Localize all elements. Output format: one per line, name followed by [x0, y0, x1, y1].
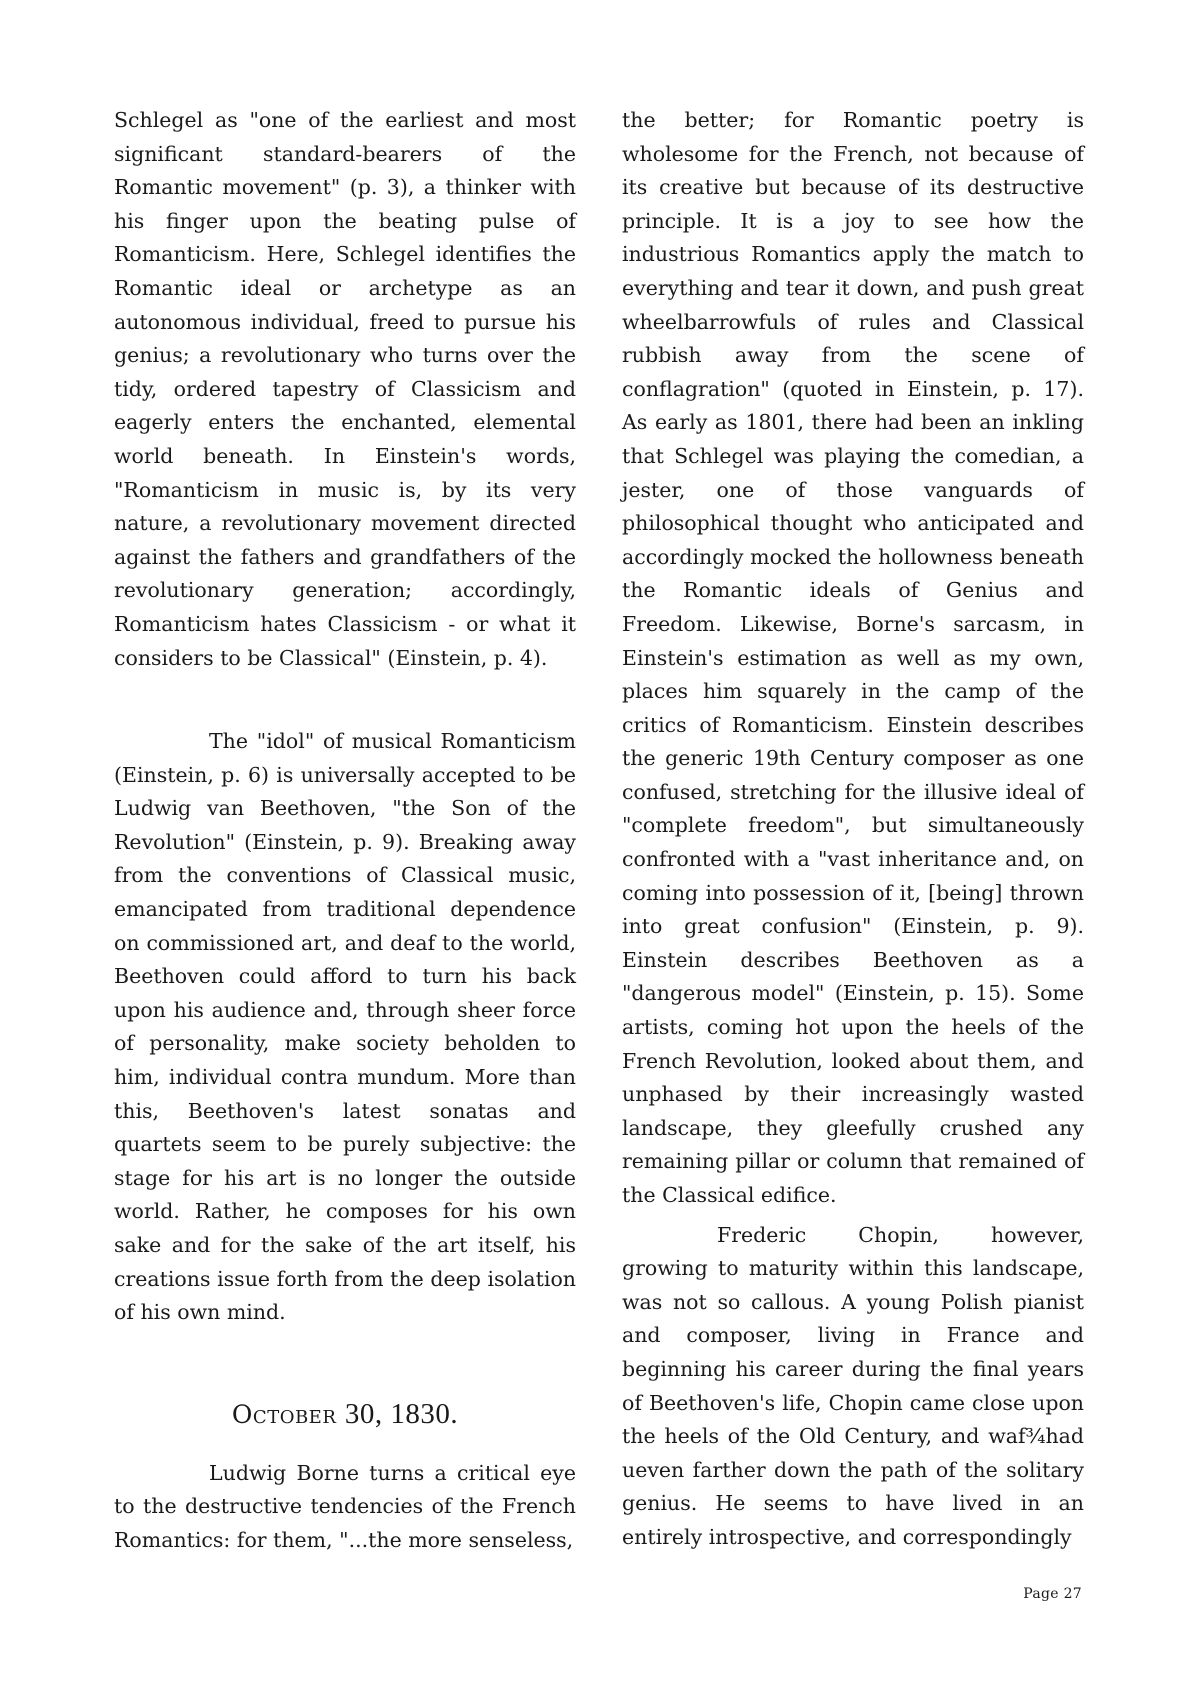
- paragraph-gap: [114, 675, 576, 725]
- heading-date: 30, 1830.: [344, 1397, 459, 1430]
- left-column: [114, 104, 576, 1558]
- paragraph-romantic-poetry: the better; for Romantic poetry is wholesome for the French, not because of its creative but because of its destructive principle. It is a joy to see how the industrious Romantics apply the match to everything and tear it down, and push great wheelbarrowfuls of rules and Classical rubbish away from the scene of conflagration" (quoted in Einstein, p. 17). As early as 1801, there had been an inkling that Schlegel was playing the comedian, a jester, one of those vanguards of philosophical thought who anticipated and accordingly mocked the hollowness beneath the Romantic ideals of Genius and Freedom. Likewise, Borne's sarcasm, in Einstein's estimation as well as my own, places him squarely in the camp of the critics of Romanticism. Einstein describes the generic 19th Century composer as one confused, stretching for the illusive ideal of "complete freedom", but simultaneously confronted with a "vast inheritance and, on coming into possession of it, [being] thrown into great confusion" (Einstein, p. 9). Einstein describes Beethoven as a "dangerous model" (Einstein, p. 15). Some artists, coming hot upon the heels of the French Revolution, looked about them, and unphased by their increasingly wasted landscape, they gleefully crushed any remaining pillar or column that remained of the Classical edifice.: [622, 108, 1084, 1207]
- heading-month: October: [231, 1399, 337, 1429]
- paragraph-chopin: Frederic Chopin, however, growing to maturity within this landscape, was not so callous. A young Polish pianist and composer, living in France and beginning his career during the final years of Beethoven's life, Chopin came close upon the heels of the Old Century, and waf¾had ueven farther down the path of the solitary genius. He seems to have lived in an entirely introspective, and correspondingly: [622, 1222, 1084, 1549]
- paragraph-borne: Ludwig Borne turns a critical eye to the destructive tendencies of the French Romantics: for them, "...the more senseless,: [114, 1460, 576, 1552]
- paragraph-beethoven: The "idol" of musical Romanticism (Einstein, p. 6) is universally accepted to be Ludwig van Beethoven, "the Son of the Revolution" (Einstein, p. 9). Breaking away from the conventions of Classical music, emancipated from traditional dependence on commissioned art, and deaf to the world, Beethoven could afford to turn his back upon his audience and, through sheer force of personality, make society beholden to him, individual contra mundum. More than this, Beethoven's latest sonatas and quartets seem to be purely subjective: the stage for his art is no longer the outside world. Rather, he composes for his own sake and for the sake of the art itself, his creations issue forth from the deep isolation of his own mind.: [114, 729, 576, 1325]
- paragraph-schlegel: Schlegel as "one of the earliest and most significant standard-bearers of the Romantic movement" (p. 3), a thinker with his finger upon the beating pulse of Romanticism. Here, Schlegel identifies the Romantic ideal or archetype as an autonomous individual, freed to pursue his genius; a revolutionary who turns over the tidy, ordered tapestry of Classicism and eagerly enters the enchanted, elemental world beneath. In Einstein's words, "Romanticism in music is, by its very nature, a revolutionary movement directed against the fathers and grandfathers of the revolutionary generation; accordingly, Romanticism hates Classicism - or what it considers to be Classical" (Einstein, p. 4).: [114, 108, 576, 670]
- section-heading: [114, 1394, 576, 1435]
- page-number: Page 27: [1023, 1586, 1082, 1602]
- right-column: [622, 104, 1084, 1555]
